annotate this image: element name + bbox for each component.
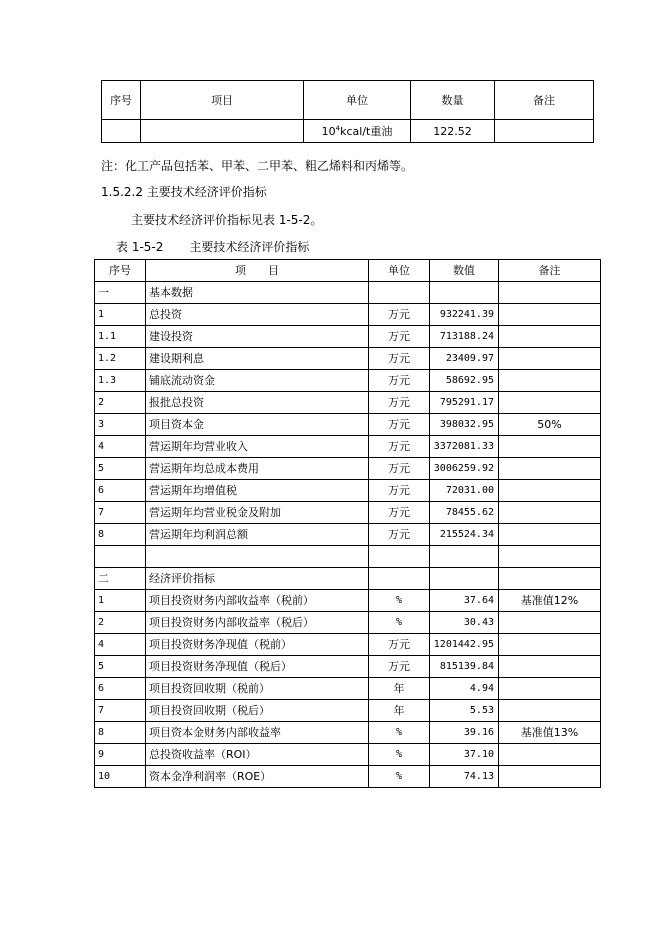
unit-rest: kcal/t重油 bbox=[340, 125, 393, 138]
row-remark bbox=[499, 546, 601, 568]
row-no: 6 bbox=[95, 480, 146, 502]
row-no: 1 bbox=[95, 590, 146, 612]
table-row bbox=[95, 458, 601, 480]
table-row bbox=[95, 414, 601, 436]
table-row bbox=[95, 546, 601, 568]
row-item bbox=[146, 546, 369, 568]
row-no: 5 bbox=[95, 656, 146, 678]
row-item: 项目资本金财务内部收益率 bbox=[146, 722, 369, 744]
row-remark bbox=[499, 678, 601, 700]
row-value bbox=[430, 546, 499, 568]
table-note: 注：化工产品包括苯、甲苯、二甲苯、粗乙烯料和丙烯等。 bbox=[101, 159, 414, 173]
row-value: 932241.39 bbox=[430, 304, 499, 326]
cell-item bbox=[141, 120, 304, 143]
table-row bbox=[95, 370, 601, 392]
row-value: 37.64 bbox=[430, 590, 499, 612]
row-no: 6 bbox=[95, 678, 146, 700]
row-value: 39.16 bbox=[430, 722, 499, 744]
row-item: 项目投资财务内部收益率（税前） bbox=[146, 590, 369, 612]
header-quantity: 数量 bbox=[411, 81, 495, 120]
header-unit: 单位 bbox=[369, 260, 430, 282]
row-remark bbox=[499, 634, 601, 656]
row-remark bbox=[499, 568, 601, 590]
row-no: 4 bbox=[95, 634, 146, 656]
table-row bbox=[95, 656, 601, 678]
row-unit: 年 bbox=[369, 678, 430, 700]
row-unit: 万元 bbox=[369, 480, 430, 502]
row-value bbox=[430, 282, 499, 304]
row-no: 9 bbox=[95, 744, 146, 766]
table-caption bbox=[116, 238, 309, 255]
table-row bbox=[95, 326, 601, 348]
row-remark bbox=[499, 370, 601, 392]
row-unit: % bbox=[369, 744, 430, 766]
row-remark bbox=[499, 480, 601, 502]
table-row bbox=[95, 634, 601, 656]
table-row bbox=[95, 348, 601, 370]
row-unit bbox=[369, 282, 430, 304]
row-remark bbox=[499, 304, 601, 326]
row-item: 总投资收益率（ROI） bbox=[146, 744, 369, 766]
row-no: 一 bbox=[95, 282, 146, 304]
table-row bbox=[95, 480, 601, 502]
row-no: 1 bbox=[95, 304, 146, 326]
row-no: 5 bbox=[95, 458, 146, 480]
row-item: 基本数据 bbox=[146, 282, 369, 304]
unit-base: 10 bbox=[321, 125, 336, 138]
row-no: 二 bbox=[95, 568, 146, 590]
row-item: 项目投资财务内部收益率（税后） bbox=[146, 612, 369, 634]
table-row bbox=[95, 700, 601, 722]
table-row bbox=[95, 304, 601, 326]
row-item: 项目投资回收期（税后） bbox=[146, 700, 369, 722]
row-unit: 万元 bbox=[369, 634, 430, 656]
row-value: 5.53 bbox=[430, 700, 499, 722]
indicators-header bbox=[95, 260, 601, 282]
intro-paragraph: 主要技术经济评价指标见表 1-5-2。 bbox=[131, 213, 323, 227]
row-value: 58692.95 bbox=[430, 370, 499, 392]
row-item: 项目投资财务净现值（税前） bbox=[146, 634, 369, 656]
row-value: 72031.00 bbox=[430, 480, 499, 502]
row-item: 营运期年均利润总额 bbox=[146, 524, 369, 546]
header-remark: 备注 bbox=[495, 81, 594, 120]
row-value: 23409.97 bbox=[430, 348, 499, 370]
row-no: 2 bbox=[95, 392, 146, 414]
unit-exponent: 4 bbox=[335, 124, 341, 133]
row-remark bbox=[499, 392, 601, 414]
cell-remark bbox=[495, 120, 594, 143]
row-no: 3 bbox=[95, 414, 146, 436]
table-row bbox=[95, 766, 601, 788]
table-row bbox=[95, 524, 601, 546]
caption-title: 主要技术经济评价指标 bbox=[189, 240, 310, 254]
row-value: 815139.84 bbox=[430, 656, 499, 678]
row-unit: 年 bbox=[369, 700, 430, 722]
header-no: 序号 bbox=[95, 260, 146, 282]
row-unit: 万元 bbox=[369, 370, 430, 392]
row-item: 项目投资财务净现值（税后） bbox=[146, 656, 369, 678]
row-no: 7 bbox=[95, 502, 146, 524]
row-unit: 万元 bbox=[369, 348, 430, 370]
row-unit: 万元 bbox=[369, 414, 430, 436]
header-unit: 单位 bbox=[304, 81, 411, 120]
row-item: 营运期年均营业税金及附加 bbox=[146, 502, 369, 524]
table-row bbox=[95, 392, 601, 414]
table-row bbox=[95, 436, 601, 458]
row-remark bbox=[499, 282, 601, 304]
row-item: 建设期利息 bbox=[146, 348, 369, 370]
row-item: 资本金净利润率（ROE） bbox=[146, 766, 369, 788]
row-no: 1.2 bbox=[95, 348, 146, 370]
row-unit bbox=[369, 546, 430, 568]
row-unit: 万元 bbox=[369, 524, 430, 546]
row-item: 项目投资回收期（税前） bbox=[146, 678, 369, 700]
energy-table-header bbox=[102, 81, 594, 120]
row-no: 10 bbox=[95, 766, 146, 788]
row-no: 1.1 bbox=[95, 326, 146, 348]
row-item: 经济评价指标 bbox=[146, 568, 369, 590]
row-item: 建设投资 bbox=[146, 326, 369, 348]
row-unit: % bbox=[369, 766, 430, 788]
row-remark: 基准值12% bbox=[499, 590, 601, 612]
row-item: 铺底流动资金 bbox=[146, 370, 369, 392]
row-remark bbox=[499, 744, 601, 766]
row-unit: % bbox=[369, 612, 430, 634]
row-value: 74.13 bbox=[430, 766, 499, 788]
row-value: 398032.95 bbox=[430, 414, 499, 436]
header-item: 项 目 bbox=[146, 260, 369, 282]
row-remark bbox=[499, 524, 601, 546]
row-no: 7 bbox=[95, 700, 146, 722]
caption-number: 表 1-5-2 bbox=[116, 240, 164, 254]
row-value: 78455.62 bbox=[430, 502, 499, 524]
row-unit: % bbox=[369, 590, 430, 612]
table-row bbox=[95, 722, 601, 744]
row-item: 报批总投资 bbox=[146, 392, 369, 414]
row-unit: 万元 bbox=[369, 436, 430, 458]
row-no: 8 bbox=[95, 722, 146, 744]
table-row bbox=[95, 568, 601, 590]
row-unit: 万元 bbox=[369, 458, 430, 480]
row-value: 30.43 bbox=[430, 612, 499, 634]
row-value: 795291.17 bbox=[430, 392, 499, 414]
header-remark: 备注 bbox=[499, 260, 601, 282]
header-no: 序号 bbox=[102, 81, 141, 120]
row-remark bbox=[499, 766, 601, 788]
row-remark bbox=[499, 502, 601, 524]
row-remark bbox=[499, 700, 601, 722]
cell-unit bbox=[304, 120, 411, 143]
row-value: 3006259.92 bbox=[430, 458, 499, 480]
row-value: 215524.34 bbox=[430, 524, 499, 546]
row-unit: 万元 bbox=[369, 392, 430, 414]
row-unit: 万元 bbox=[369, 304, 430, 326]
row-item: 项目资本金 bbox=[146, 414, 369, 436]
row-no: 4 bbox=[95, 436, 146, 458]
table-row bbox=[95, 590, 601, 612]
row-item: 营运期年均营业收入 bbox=[146, 436, 369, 458]
row-value: 4.94 bbox=[430, 678, 499, 700]
indicators-table bbox=[94, 259, 601, 788]
cell-quantity: 122.52 bbox=[411, 120, 495, 143]
table-row bbox=[95, 678, 601, 700]
row-item: 营运期年均增值税 bbox=[146, 480, 369, 502]
table-row bbox=[95, 502, 601, 524]
energy-table-row bbox=[102, 120, 594, 143]
row-no bbox=[95, 546, 146, 568]
row-value: 1201442.95 bbox=[430, 634, 499, 656]
row-no: 1.3 bbox=[95, 370, 146, 392]
row-remark bbox=[499, 348, 601, 370]
row-value: 713188.24 bbox=[430, 326, 499, 348]
row-no: 2 bbox=[95, 612, 146, 634]
table-row bbox=[95, 612, 601, 634]
row-remark bbox=[499, 458, 601, 480]
row-item: 总投资 bbox=[146, 304, 369, 326]
row-remark bbox=[499, 612, 601, 634]
row-unit: 万元 bbox=[369, 502, 430, 524]
row-unit: 万元 bbox=[369, 326, 430, 348]
row-value: 37.10 bbox=[430, 744, 499, 766]
section-heading: 1.5.2.2 主要技术经济评价指标 bbox=[101, 185, 267, 199]
row-remark bbox=[499, 436, 601, 458]
cell-no bbox=[102, 120, 141, 143]
row-value bbox=[430, 568, 499, 590]
row-unit: % bbox=[369, 722, 430, 744]
table-row bbox=[95, 282, 601, 304]
header-item: 项目 bbox=[141, 81, 304, 120]
header-value: 数值 bbox=[430, 260, 499, 282]
row-no: 8 bbox=[95, 524, 146, 546]
row-unit bbox=[369, 568, 430, 590]
row-value: 3372081.33 bbox=[430, 436, 499, 458]
row-remark bbox=[499, 656, 601, 678]
row-remark: 50% bbox=[499, 414, 601, 436]
row-remark bbox=[499, 326, 601, 348]
row-item: 营运期年均总成本费用 bbox=[146, 458, 369, 480]
energy-table bbox=[101, 80, 594, 143]
table-row bbox=[95, 744, 601, 766]
row-remark: 基准值13% bbox=[499, 722, 601, 744]
row-unit: 万元 bbox=[369, 656, 430, 678]
